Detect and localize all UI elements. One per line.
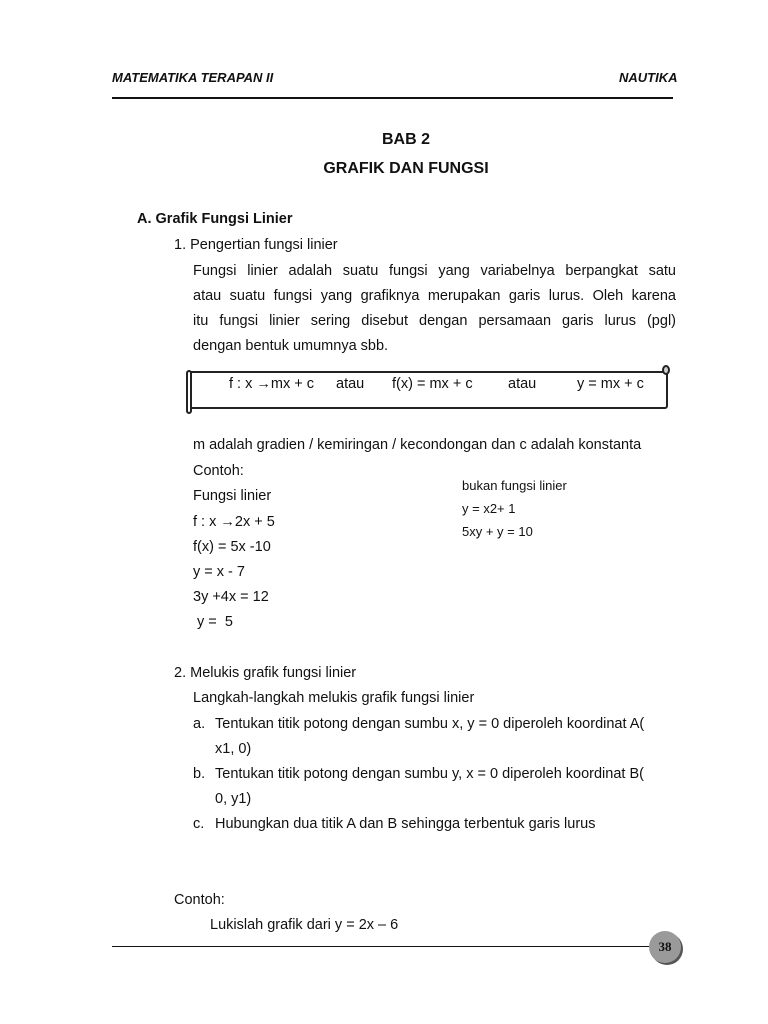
- step-text: Hubungkan dua titik A dan B sehingga terbentuk garis lurus: [215, 816, 596, 832]
- nonlinear-example: 5xy + y = 10: [462, 524, 533, 539]
- step-text: Tentukan titik potong dengan sumbu y, x = 0 diperoleh koordinat B(: [215, 766, 644, 782]
- linear-example: 3y +4x = 12: [193, 589, 269, 605]
- formula-mapping: f : x →mx + c: [229, 376, 314, 392]
- paragraph-line: Fungsi linier adalah suatu fungsi yang variabelnya berpangkat satu: [193, 263, 676, 279]
- scroll-left-roll: [186, 370, 192, 414]
- example-task: Lukislah grafik dari y = 2x – 6: [210, 917, 399, 933]
- linear-example: f(x) = 5x -10: [193, 539, 271, 555]
- formula-connector: atau: [336, 376, 365, 392]
- paragraph-line: dengan bentuk umumnya sbb.: [193, 338, 389, 354]
- section-heading: A. Grafik Fungsi Linier: [137, 211, 293, 227]
- header-department: NAUTIKA: [619, 70, 678, 85]
- chapter-title: GRAFIK DAN FUNGSI: [323, 160, 489, 177]
- scroll-right-roll: [662, 365, 670, 375]
- header-rule: [112, 97, 673, 99]
- example-label: Contoh:: [174, 892, 225, 908]
- step-text: Tentukan titik potong dengan sumbu x, y = 0 diperoleh koordinat A(: [215, 716, 645, 732]
- formula-connector: atau: [508, 376, 537, 392]
- example-label: Contoh:: [193, 463, 244, 479]
- paragraph-line: atau suatu fungsi yang grafiknya merupakan garis lurus. Oleh karena: [193, 288, 676, 304]
- footer-rule: [112, 946, 652, 947]
- formula-equation: y = mx + c: [577, 376, 644, 392]
- header-course-title: MATEMATIKA TERAPAN II: [112, 70, 274, 85]
- step-text: 0, y1): [215, 791, 252, 807]
- step-marker: b.: [193, 766, 206, 782]
- nonlinear-label: bukan fungsi linier: [462, 478, 567, 493]
- page-number-badge: 38: [649, 931, 681, 963]
- linear-example: f : x →2x + 5: [193, 514, 275, 530]
- paragraph-line: itu fungsi linier sering disebut dengan persamaan garis lurus (pgl): [193, 313, 676, 329]
- chapter-number: BAB 2: [381, 131, 430, 148]
- steps-intro: Langkah-langkah melukis grafik fungsi linier: [193, 690, 475, 706]
- subsection-1-heading: 1. Pengertian fungsi linier: [174, 237, 338, 253]
- linear-label: Fungsi linier: [193, 488, 272, 504]
- step-text: x1, 0): [215, 741, 252, 757]
- nonlinear-example: y = x2+ 1: [462, 501, 516, 516]
- gradient-note: m adalah gradien / kemiringan / kecondongan dan c adalah konstanta: [193, 437, 642, 453]
- formula-function: f(x) = mx + c: [392, 376, 473, 392]
- linear-example: y = 5: [193, 614, 233, 630]
- definition-paragraph: [193, 259, 676, 359]
- subsection-2-heading: 2. Melukis grafik fungsi linier: [174, 665, 357, 681]
- linear-example: y = x - 7: [193, 564, 245, 580]
- step-marker: a.: [193, 716, 206, 732]
- step-marker: c.: [193, 816, 205, 832]
